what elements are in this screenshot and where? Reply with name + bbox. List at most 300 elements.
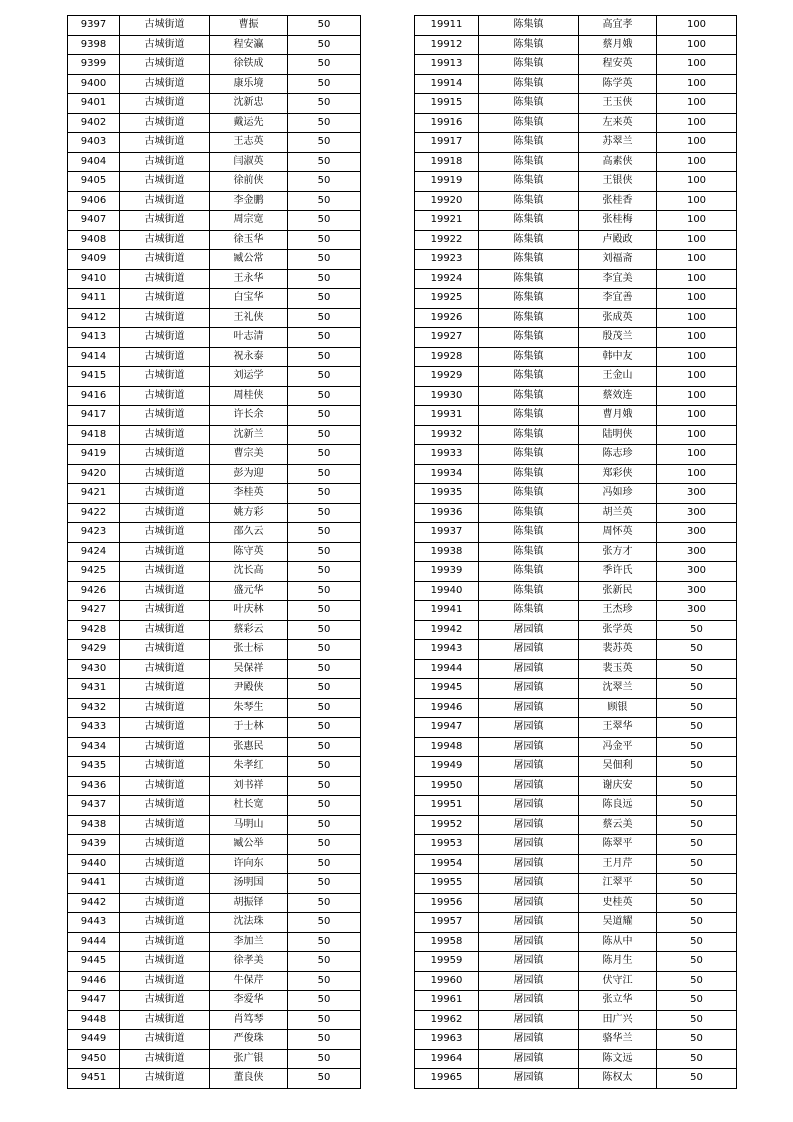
name-cell: 汤明国 (210, 874, 288, 894)
district-cell: 古城街道 (120, 796, 210, 816)
row-number-cell: 19941 (415, 601, 479, 621)
name-cell: 周怀英 (579, 523, 657, 543)
row-number-cell: 19937 (415, 523, 479, 543)
amount-cell: 100 (657, 269, 737, 289)
name-cell: 刘运学 (210, 367, 288, 387)
district-cell: 古城街道 (120, 1049, 210, 1069)
table-row (415, 718, 737, 738)
amount-cell: 50 (288, 1069, 361, 1089)
row-number-cell: 19928 (415, 347, 479, 367)
district-cell: 古城街道 (120, 328, 210, 348)
name-cell: 陈志珍 (579, 445, 657, 465)
name-cell: 李桂英 (210, 484, 288, 504)
amount-cell: 50 (657, 776, 737, 796)
district-cell: 陈集镇 (479, 328, 579, 348)
name-cell: 李加兰 (210, 932, 288, 952)
table-row (68, 1030, 361, 1050)
district-cell: 古城街道 (120, 542, 210, 562)
name-cell: 徐孝美 (210, 952, 288, 972)
table-row (68, 932, 361, 952)
table-row (68, 893, 361, 913)
district-cell: 屠园镇 (479, 776, 579, 796)
name-cell: 张学英 (579, 620, 657, 640)
amount-cell: 50 (288, 250, 361, 270)
row-number-cell: 19930 (415, 386, 479, 406)
row-number-cell: 19959 (415, 952, 479, 972)
row-number-cell: 9422 (68, 503, 120, 523)
amount-cell: 100 (657, 94, 737, 114)
name-cell: 周宗宽 (210, 211, 288, 231)
name-cell: 沈法珠 (210, 913, 288, 933)
row-number-cell: 9401 (68, 94, 120, 114)
row-number-cell: 9431 (68, 679, 120, 699)
district-cell: 陈集镇 (479, 484, 579, 504)
table-row (68, 913, 361, 933)
table-row (68, 172, 361, 192)
name-cell: 吴道耀 (579, 913, 657, 933)
name-cell: 张士标 (210, 640, 288, 660)
district-cell: 陈集镇 (479, 230, 579, 250)
amount-cell: 50 (657, 991, 737, 1011)
row-number-cell: 19929 (415, 367, 479, 387)
table-row (68, 211, 361, 231)
district-cell: 陈集镇 (479, 347, 579, 367)
name-cell: 陆明侠 (579, 425, 657, 445)
district-cell: 陈集镇 (479, 191, 579, 211)
row-number-cell: 9441 (68, 874, 120, 894)
name-cell: 史桂英 (579, 893, 657, 913)
row-number-cell: 9409 (68, 250, 120, 270)
table-row (68, 484, 361, 504)
table-row (415, 757, 737, 777)
table-row (415, 133, 737, 153)
district-cell: 古城街道 (120, 718, 210, 738)
district-cell: 古城街道 (120, 250, 210, 270)
amount-cell: 50 (288, 737, 361, 757)
amount-cell: 50 (288, 679, 361, 699)
amount-cell: 100 (657, 425, 737, 445)
table-row (68, 503, 361, 523)
amount-cell: 300 (657, 562, 737, 582)
name-cell: 王志英 (210, 133, 288, 153)
row-number-cell: 19913 (415, 55, 479, 75)
district-cell: 屠园镇 (479, 718, 579, 738)
name-cell: 牛保芹 (210, 971, 288, 991)
name-cell: 杜长宽 (210, 796, 288, 816)
amount-cell: 50 (657, 932, 737, 952)
table-row (68, 718, 361, 738)
name-cell: 顾银 (579, 698, 657, 718)
amount-cell: 100 (657, 172, 737, 192)
district-cell: 陈集镇 (479, 94, 579, 114)
amount-cell: 100 (657, 445, 737, 465)
name-cell: 戴运先 (210, 113, 288, 133)
name-cell: 徐铁成 (210, 55, 288, 75)
district-cell: 陈集镇 (479, 542, 579, 562)
district-cell: 古城街道 (120, 269, 210, 289)
table-row (415, 776, 737, 796)
amount-cell: 100 (657, 367, 737, 387)
table-row (68, 542, 361, 562)
amount-cell: 50 (288, 269, 361, 289)
amount-cell: 300 (657, 601, 737, 621)
table-row (68, 659, 361, 679)
amount-cell: 100 (657, 347, 737, 367)
district-cell: 古城街道 (120, 113, 210, 133)
left-table (67, 15, 361, 1089)
district-cell: 古城街道 (120, 74, 210, 94)
table-row (415, 893, 737, 913)
district-cell: 古城街道 (120, 230, 210, 250)
row-number-cell: 19927 (415, 328, 479, 348)
name-cell: 郑彩侠 (579, 464, 657, 484)
table-row (68, 425, 361, 445)
name-cell: 陈文远 (579, 1049, 657, 1069)
row-number-cell: 9406 (68, 191, 120, 211)
table-row (415, 835, 737, 855)
district-cell: 古城街道 (120, 386, 210, 406)
name-cell: 祝永泰 (210, 347, 288, 367)
amount-cell: 50 (288, 74, 361, 94)
table-row (415, 542, 737, 562)
table-row (68, 94, 361, 114)
district-cell: 古城街道 (120, 464, 210, 484)
name-cell: 江翠平 (579, 874, 657, 894)
district-cell: 屠园镇 (479, 757, 579, 777)
row-number-cell: 9445 (68, 952, 120, 972)
district-cell: 陈集镇 (479, 464, 579, 484)
row-number-cell: 9420 (68, 464, 120, 484)
name-cell: 刘福斋 (579, 250, 657, 270)
row-number-cell: 9446 (68, 971, 120, 991)
amount-cell: 50 (288, 776, 361, 796)
table-row (415, 581, 737, 601)
row-number-cell: 19935 (415, 484, 479, 504)
table-row (415, 698, 737, 718)
district-cell: 屠园镇 (479, 854, 579, 874)
table-row (415, 620, 737, 640)
name-cell: 张方才 (579, 542, 657, 562)
table-row (68, 113, 361, 133)
row-number-cell: 19934 (415, 464, 479, 484)
district-cell: 陈集镇 (479, 445, 579, 465)
name-cell: 高宜孝 (579, 16, 657, 36)
amount-cell: 50 (288, 445, 361, 465)
table-row (68, 445, 361, 465)
name-cell: 谢庆安 (579, 776, 657, 796)
row-number-cell: 9418 (68, 425, 120, 445)
row-number-cell: 19957 (415, 913, 479, 933)
name-cell: 张桂梅 (579, 211, 657, 231)
name-cell: 张成英 (579, 308, 657, 328)
row-number-cell: 9405 (68, 172, 120, 192)
row-number-cell: 19942 (415, 620, 479, 640)
district-cell: 陈集镇 (479, 503, 579, 523)
row-number-cell: 9433 (68, 718, 120, 738)
amount-cell: 50 (288, 659, 361, 679)
district-cell: 古城街道 (120, 367, 210, 387)
name-cell: 冯金平 (579, 737, 657, 757)
table-row (415, 503, 737, 523)
district-cell: 陈集镇 (479, 211, 579, 231)
amount-cell: 50 (657, 971, 737, 991)
row-number-cell: 19964 (415, 1049, 479, 1069)
amount-cell: 50 (657, 815, 737, 835)
amount-cell: 50 (288, 932, 361, 952)
name-cell: 王银侠 (579, 172, 657, 192)
row-number-cell: 9438 (68, 815, 120, 835)
table-row (415, 562, 737, 582)
name-cell: 沈翠兰 (579, 679, 657, 699)
district-cell: 古城街道 (120, 1010, 210, 1030)
name-cell: 王杰珍 (579, 601, 657, 621)
table-row (68, 698, 361, 718)
row-number-cell: 19933 (415, 445, 479, 465)
district-cell: 古城街道 (120, 445, 210, 465)
table-row (415, 113, 737, 133)
table-row (415, 328, 737, 348)
district-cell: 陈集镇 (479, 562, 579, 582)
name-cell: 程安瀛 (210, 35, 288, 55)
table-row (68, 250, 361, 270)
table-row (415, 874, 737, 894)
table-row (415, 445, 737, 465)
amount-cell: 50 (288, 386, 361, 406)
district-cell: 屠园镇 (479, 659, 579, 679)
table-row (68, 55, 361, 75)
name-cell: 高素侠 (579, 152, 657, 172)
amount-cell: 100 (657, 464, 737, 484)
name-cell: 张桂香 (579, 191, 657, 211)
row-number-cell: 19919 (415, 172, 479, 192)
row-number-cell: 19951 (415, 796, 479, 816)
row-number-cell: 9419 (68, 445, 120, 465)
row-number-cell: 9430 (68, 659, 120, 679)
name-cell: 马明山 (210, 815, 288, 835)
name-cell: 于士林 (210, 718, 288, 738)
name-cell: 许长余 (210, 406, 288, 426)
table-row (68, 523, 361, 543)
table-row (415, 952, 737, 972)
row-number-cell: 9429 (68, 640, 120, 660)
district-cell: 古城街道 (120, 679, 210, 699)
district-cell: 陈集镇 (479, 367, 579, 387)
row-number-cell: 9447 (68, 991, 120, 1011)
name-cell: 叶庆林 (210, 601, 288, 621)
table-row (68, 191, 361, 211)
table-row (68, 601, 361, 621)
table-row (68, 347, 361, 367)
table-row (415, 230, 737, 250)
table-row (68, 581, 361, 601)
amount-cell: 50 (288, 16, 361, 36)
name-cell: 沈新忠 (210, 94, 288, 114)
name-cell: 刘书祥 (210, 776, 288, 796)
name-cell: 季许氏 (579, 562, 657, 582)
table-row (415, 815, 737, 835)
district-cell: 陈集镇 (479, 406, 579, 426)
name-cell: 臧公常 (210, 250, 288, 270)
name-cell: 蔡月娥 (579, 35, 657, 55)
district-cell: 陈集镇 (479, 250, 579, 270)
table-row (68, 952, 361, 972)
table-row (68, 35, 361, 55)
name-cell: 左来英 (579, 113, 657, 133)
name-cell: 叶志清 (210, 328, 288, 348)
amount-cell: 50 (288, 991, 361, 1011)
name-cell: 卢殿政 (579, 230, 657, 250)
table-row (68, 562, 361, 582)
row-number-cell: 9399 (68, 55, 120, 75)
name-cell: 王永华 (210, 269, 288, 289)
table-row (415, 932, 737, 952)
amount-cell: 100 (657, 406, 737, 426)
amount-cell: 50 (288, 620, 361, 640)
district-cell: 屠园镇 (479, 893, 579, 913)
amount-cell: 100 (657, 35, 737, 55)
row-number-cell: 19914 (415, 74, 479, 94)
district-cell: 屠园镇 (479, 796, 579, 816)
amount-cell: 50 (657, 874, 737, 894)
row-number-cell: 9442 (68, 893, 120, 913)
table-row (68, 991, 361, 1011)
district-cell: 古城街道 (120, 893, 210, 913)
name-cell: 裴苏英 (579, 640, 657, 660)
amount-cell: 50 (288, 308, 361, 328)
amount-cell: 300 (657, 523, 737, 543)
amount-cell: 50 (288, 347, 361, 367)
district-cell: 古城街道 (120, 523, 210, 543)
amount-cell: 100 (657, 289, 737, 309)
amount-cell: 50 (288, 952, 361, 972)
row-number-cell: 9404 (68, 152, 120, 172)
table-row (68, 776, 361, 796)
row-number-cell: 19916 (415, 113, 479, 133)
row-number-cell: 9451 (68, 1069, 120, 1089)
name-cell: 沈新兰 (210, 425, 288, 445)
row-number-cell: 9397 (68, 16, 120, 36)
name-cell: 尹殿侠 (210, 679, 288, 699)
amount-cell: 50 (288, 230, 361, 250)
table-row (415, 464, 737, 484)
table-row (415, 659, 737, 679)
district-cell: 古城街道 (120, 874, 210, 894)
amount-cell: 50 (657, 913, 737, 933)
amount-cell: 50 (288, 854, 361, 874)
amount-cell: 50 (288, 640, 361, 660)
row-number-cell: 19940 (415, 581, 479, 601)
amount-cell: 50 (657, 620, 737, 640)
district-cell: 古城街道 (120, 659, 210, 679)
name-cell: 王礼侠 (210, 308, 288, 328)
district-cell: 古城街道 (120, 620, 210, 640)
district-cell: 古城街道 (120, 932, 210, 952)
district-cell: 屠园镇 (479, 874, 579, 894)
row-number-cell: 19949 (415, 757, 479, 777)
name-cell: 曹振 (210, 16, 288, 36)
district-cell: 屠园镇 (479, 1010, 579, 1030)
name-cell: 陈月生 (579, 952, 657, 972)
row-number-cell: 19943 (415, 640, 479, 660)
amount-cell: 100 (657, 113, 737, 133)
amount-cell: 50 (288, 211, 361, 231)
district-cell: 古城街道 (120, 1069, 210, 1089)
amount-cell: 50 (657, 1030, 737, 1050)
row-number-cell: 9425 (68, 562, 120, 582)
amount-cell: 100 (657, 152, 737, 172)
amount-cell: 50 (288, 94, 361, 114)
district-cell: 古城街道 (120, 35, 210, 55)
table-row (68, 1010, 361, 1030)
amount-cell: 50 (657, 854, 737, 874)
district-cell: 屠园镇 (479, 815, 579, 835)
row-number-cell: 19932 (415, 425, 479, 445)
table-row (68, 152, 361, 172)
district-cell: 古城街道 (120, 815, 210, 835)
name-cell: 朱琴生 (210, 698, 288, 718)
amount-cell: 100 (657, 230, 737, 250)
district-cell: 古城街道 (120, 854, 210, 874)
row-number-cell: 9402 (68, 113, 120, 133)
amount-cell: 50 (288, 698, 361, 718)
district-cell: 屠园镇 (479, 737, 579, 757)
name-cell: 吴保祥 (210, 659, 288, 679)
row-number-cell: 19961 (415, 991, 479, 1011)
district-cell: 古城街道 (120, 698, 210, 718)
name-cell: 张广银 (210, 1049, 288, 1069)
row-number-cell: 9414 (68, 347, 120, 367)
district-cell: 陈集镇 (479, 113, 579, 133)
row-number-cell: 19938 (415, 542, 479, 562)
row-number-cell: 9435 (68, 757, 120, 777)
name-cell: 胡振铎 (210, 893, 288, 913)
amount-cell: 50 (288, 523, 361, 543)
table-row (68, 367, 361, 387)
district-cell: 陈集镇 (479, 581, 579, 601)
amount-cell: 50 (657, 757, 737, 777)
district-cell: 陈集镇 (479, 152, 579, 172)
row-number-cell: 19925 (415, 289, 479, 309)
row-number-cell: 9412 (68, 308, 120, 328)
row-number-cell: 19958 (415, 932, 479, 952)
name-cell: 田广兴 (579, 1010, 657, 1030)
amount-cell: 300 (657, 484, 737, 504)
district-cell: 屠园镇 (479, 620, 579, 640)
table-row (415, 737, 737, 757)
name-cell: 王玉侠 (579, 94, 657, 114)
table-row (68, 328, 361, 348)
name-cell: 邵久云 (210, 523, 288, 543)
name-cell: 蔡彩云 (210, 620, 288, 640)
amount-cell: 50 (288, 191, 361, 211)
row-number-cell: 19922 (415, 230, 479, 250)
district-cell: 陈集镇 (479, 133, 579, 153)
row-number-cell: 19947 (415, 718, 479, 738)
district-cell: 古城街道 (120, 211, 210, 231)
amount-cell: 50 (657, 679, 737, 699)
row-number-cell: 9407 (68, 211, 120, 231)
row-number-cell: 9411 (68, 289, 120, 309)
amount-cell: 50 (288, 874, 361, 894)
row-number-cell: 9403 (68, 133, 120, 153)
amount-cell: 100 (657, 250, 737, 270)
table-row (415, 971, 737, 991)
name-cell: 李宜善 (579, 289, 657, 309)
district-cell: 古城街道 (120, 484, 210, 504)
name-cell: 李宜美 (579, 269, 657, 289)
row-number-cell: 9427 (68, 601, 120, 621)
district-cell: 古城街道 (120, 737, 210, 757)
